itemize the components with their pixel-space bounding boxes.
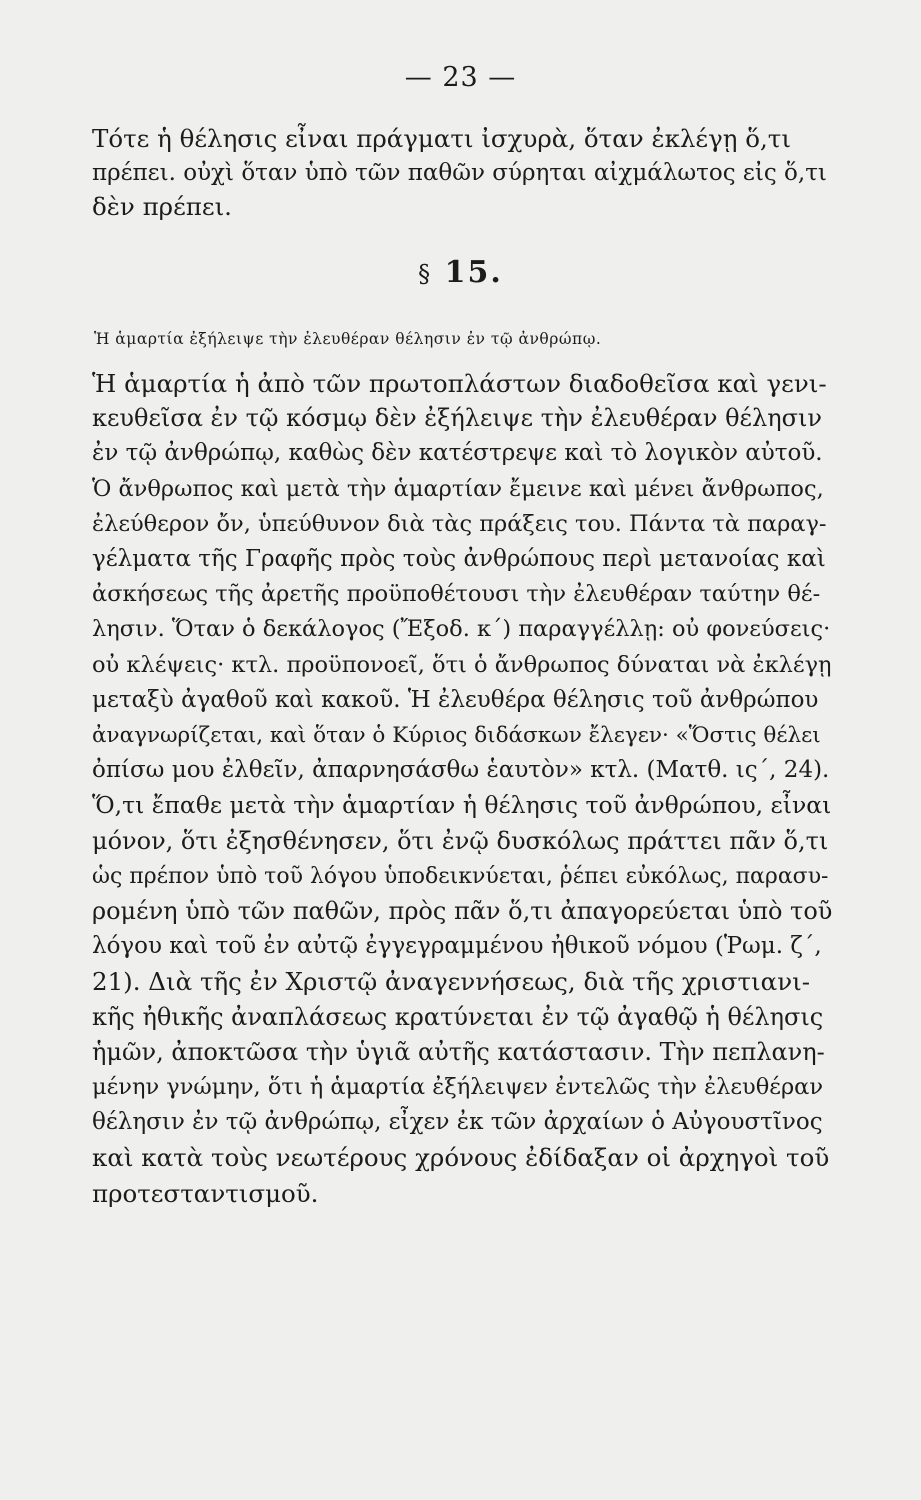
text-line: Τότε ἡ θέλησις εἶναι πράγματι ἰσχυρὰ, ὅταν ἐκλέγῃ ὅ,τι bbox=[92, 124, 791, 153]
section-heading bbox=[0, 255, 921, 290]
text-line: ἀναγνωρίζεται, καὶ ὅταν ὁ Κύριος διδάσκων ἔλεγεν· «Ὅστις θέλει bbox=[92, 723, 821, 749]
text-line: μόνον, ὅτι ἐξησθένησεν, ὅτι ἐνῷ δυσκόλως πράττει πᾶν ὅ,τι bbox=[92, 826, 829, 855]
text-line: Ὁ ἄνθρωπος καὶ μετὰ τὴν ἁμαρτίαν ἔμεινε καὶ μένει ἄνθρωπος, bbox=[92, 475, 824, 502]
text-line: οὐ κλέψεις· κτλ. προϋπονοεῖ, ὅτι ὁ ἄνθρωπος δύναται νὰ ἐκλέγῃ bbox=[92, 651, 832, 678]
section-number: 15. bbox=[444, 255, 503, 290]
page-number: — 23 — bbox=[404, 62, 517, 93]
text-line: ἀσκήσεως τῆς ἀρετῆς προϋποθέτουσι τὴν ἐλευθέραν ταύτην θέ- bbox=[92, 581, 821, 608]
text-line: ἡμῶν, ἀποκτῶσα τὴν ὑγιᾶ αὐτῆς κατάστασιν. Τὴν πεπλανη- bbox=[92, 1037, 825, 1066]
text-line: μεταξὺ ἀγαθοῦ καὶ κακοῦ. Ἡ ἐλευθέρα θέλησις τοῦ ἀνθρώπου bbox=[92, 686, 819, 713]
text-line: δὲν πρέπει. bbox=[92, 192, 232, 221]
text-line: μένην γνώμην, ὅτι ἡ ἁμαρτία ἐξήλειψεν ἐντελῶς τὴν ἐλευθέραν bbox=[92, 1074, 824, 1101]
text-line: ἐν τῷ ἀνθρώπῳ, καθὼς δὲν κατέστρεψε καὶ τὸ λογικὸν αὐτοῦ. bbox=[92, 440, 823, 467]
text-line: πρέπει. οὐχὶ ὅταν ὑπὸ τῶν παθῶν σύρηται αἰχμάλωτος εἰς ὅ,τι bbox=[92, 160, 827, 186]
text-line: ἐλεύθερον ὄν, ὑπεύθυνον διὰ τὰς πράξεις του. Πάντα τὰ παραγ- bbox=[92, 510, 827, 537]
text-line: λησιν. Ὅταν ὁ δεκάλογος (Ἔξοδ. κ΄) παραγγέλλῃ: οὐ φονεύσεις· bbox=[92, 616, 831, 643]
text-line: ρομένη ὑπὸ τῶν παθῶν, πρὸς πᾶν ὅ,τι ἀπαγορεύεται ὑπὸ τοῦ bbox=[92, 897, 833, 926]
section-summary: Ἡ ἁμαρτία ἐξήλειψε τὴν ἐλευθέραν θέλησιν ἐν τῷ ἀνθρώπῳ. bbox=[94, 330, 602, 348]
text-line: ὀπίσω μου ἐλθεῖν, ἀπαρνησάσθω ἑαυτὸν» κτλ. (Ματθ. ις΄, 24). bbox=[92, 757, 830, 784]
text-line: κευθεῖσα ἐν τῷ κόσμῳ δὲν ἐξήλειψε τὴν ἐλευθέραν θέλησιν bbox=[92, 404, 822, 433]
text-line: 21). Διὰ τῆς ἐν Χριστῷ ἀναγεννήσεως, διὰ τῆς χριστιανι- bbox=[92, 967, 810, 997]
text-line: γέλματα τῆς Γραφῆς πρὸς τοὺς ἀνθρώπους περὶ μετανοίας καὶ bbox=[92, 546, 826, 573]
body-paragraph bbox=[92, 366, 832, 1211]
text-line: θέλησιν ἐν τῷ ἀνθρώπῳ, εἶχεν ἐκ τῶν ἀρχαίων ὁ Αὐγουστῖνος bbox=[92, 1109, 823, 1136]
text-line: ὡς πρέπον ὑπὸ τοῦ λόγου ὑποδεικνύεται, ῥέπει εὐκόλως, παρασυ- bbox=[92, 863, 829, 889]
intro-paragraph bbox=[92, 122, 832, 224]
section-symbol: § bbox=[418, 260, 433, 288]
text-line: προτεσταντισμοῦ. bbox=[92, 1178, 319, 1208]
text-line: λόγου καὶ τοῦ ἐν αὐτῷ ἐγγεγραμμένου ἠθικοῦ νόμου (Ῥωμ. ζ΄, bbox=[92, 933, 822, 960]
text-line: καὶ κατὰ τοὺς νεωτέρους χρόνους ἐδίδαξαν οἱ ἀρχηγοὶ τοῦ bbox=[92, 1143, 830, 1173]
text-line: Ἡ ἁμαρτία ἡ ἀπὸ τῶν πρωτοπλάστων διαδοθεῖσα καὶ γενι- bbox=[92, 369, 827, 398]
text-line: Ὅ,τι ἔπαθε μετὰ τὴν ἁμαρτίαν ἡ θέλησις τοῦ ἀνθρώπου, εἶναι bbox=[92, 791, 832, 820]
text-line: κῆς ἠθικῆς ἀναπλάσεως κρατύνεται ἐν τῷ ἀγαθῷ ἡ θέλησις bbox=[92, 1002, 824, 1031]
